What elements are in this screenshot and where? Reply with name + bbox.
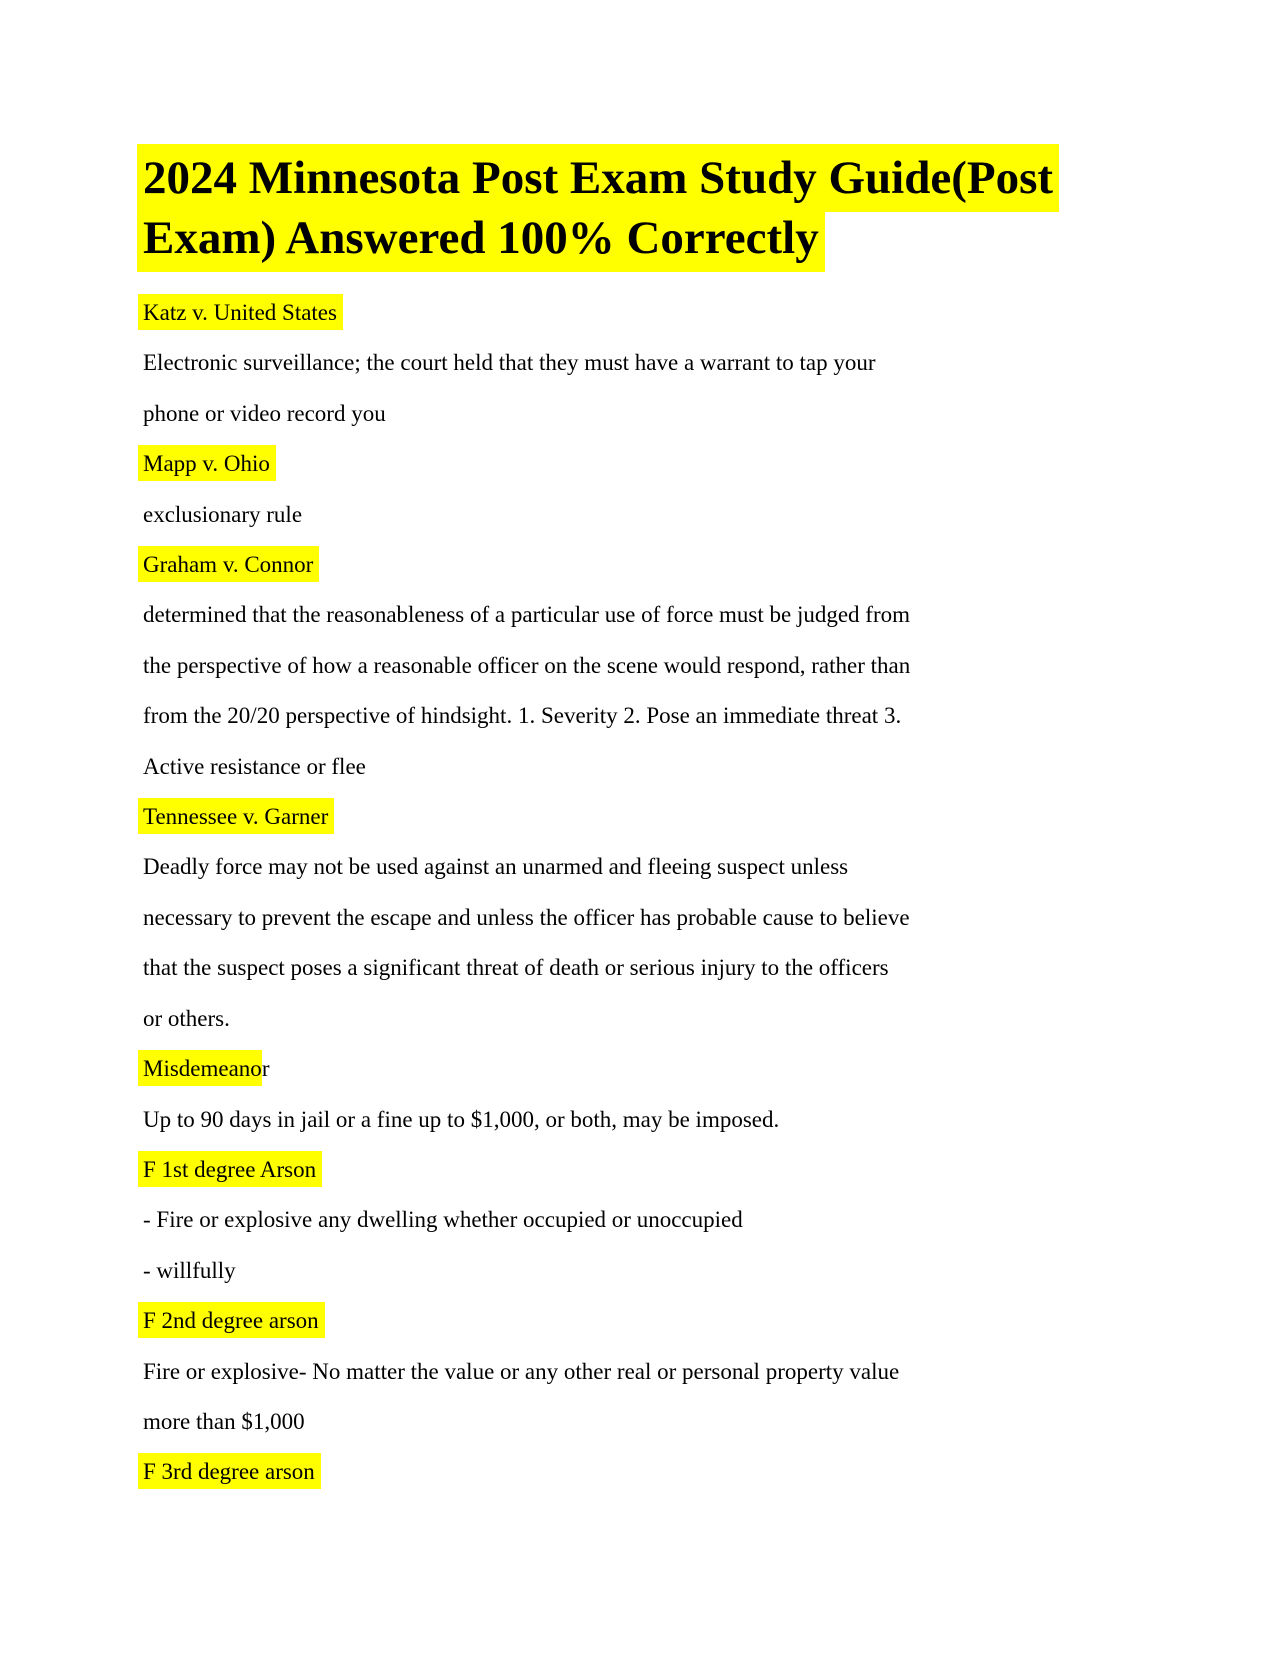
definition-line: Up to 90 days in jail or a fine up to $1,000, or both, may be imposed. (143, 1106, 780, 1132)
highlighted-term: Katz v. United States (138, 294, 343, 330)
definition-line: determined that the reasonableness of a particular use of force must be judged from (143, 602, 911, 628)
definition-line: exclusionary rule (143, 501, 303, 527)
entry-term (143, 288, 1203, 338)
title-line-2-highlight: Exam) Answered 100% Correctly (137, 204, 825, 272)
definition-line: - Fire or explosive any dwelling whether occupied or unoccupied (143, 1207, 743, 1233)
highlighted-term: Graham v. Connor (138, 546, 319, 582)
document-content (143, 148, 1203, 1498)
definition-line: Fire or explosive- No matter the value or any other real or personal property value (143, 1358, 900, 1384)
entry-term (143, 540, 1203, 590)
highlighted-term: Tennessee v. Garner (138, 798, 334, 834)
definition-line: phone or video record you (143, 400, 386, 426)
definition-line: more than $1,000 (143, 1408, 305, 1434)
highlighted-term: F 1st degree Arson (138, 1151, 322, 1187)
term-tail: r (261, 1056, 270, 1082)
entry-term (143, 1044, 1203, 1094)
highlighted-term: Mapp v. Ohio (138, 445, 276, 481)
definition-line: from the 20/20 perspective of hindsight. 1. Severity 2. Pose an immediate threat 3. (143, 703, 902, 729)
definition-line: - willfully (143, 1257, 236, 1283)
highlighted-term: F 3rd degree arson (138, 1453, 321, 1489)
title-line-1 (143, 148, 1203, 208)
entry-term (143, 1447, 1203, 1497)
definition-line: Electronic surveillance; the court held that they must have a warrant to tap your (143, 350, 876, 376)
entry-term (143, 439, 1203, 489)
definition-line: the perspective of how a reasonable officer on the scene would respond, rather than (143, 652, 911, 678)
study-guide-entries (143, 288, 1203, 1498)
definition-line: necessary to prevent the escape and unless the officer has probable cause to believe (143, 904, 910, 930)
entry-term (143, 1296, 1203, 1346)
entry-term (143, 792, 1203, 842)
highlighted-term: Misdemeano (138, 1050, 262, 1086)
definition-line: or others. (143, 1005, 230, 1031)
entry-term (143, 1145, 1203, 1195)
title-line-1-highlight: 2024 Minnesota Post Exam Study Guide(Post (137, 144, 1059, 212)
title-line-2 (143, 208, 1203, 268)
definition-line: that the suspect poses a significant threat of death or serious injury to the officers (143, 955, 889, 981)
definition-line: Active resistance or flee (143, 753, 366, 779)
highlighted-term: F 2nd degree arson (138, 1302, 325, 1338)
document-title (143, 148, 1203, 268)
definition-line: Deadly force may not be used against an unarmed and fleeing suspect unless (143, 854, 849, 880)
